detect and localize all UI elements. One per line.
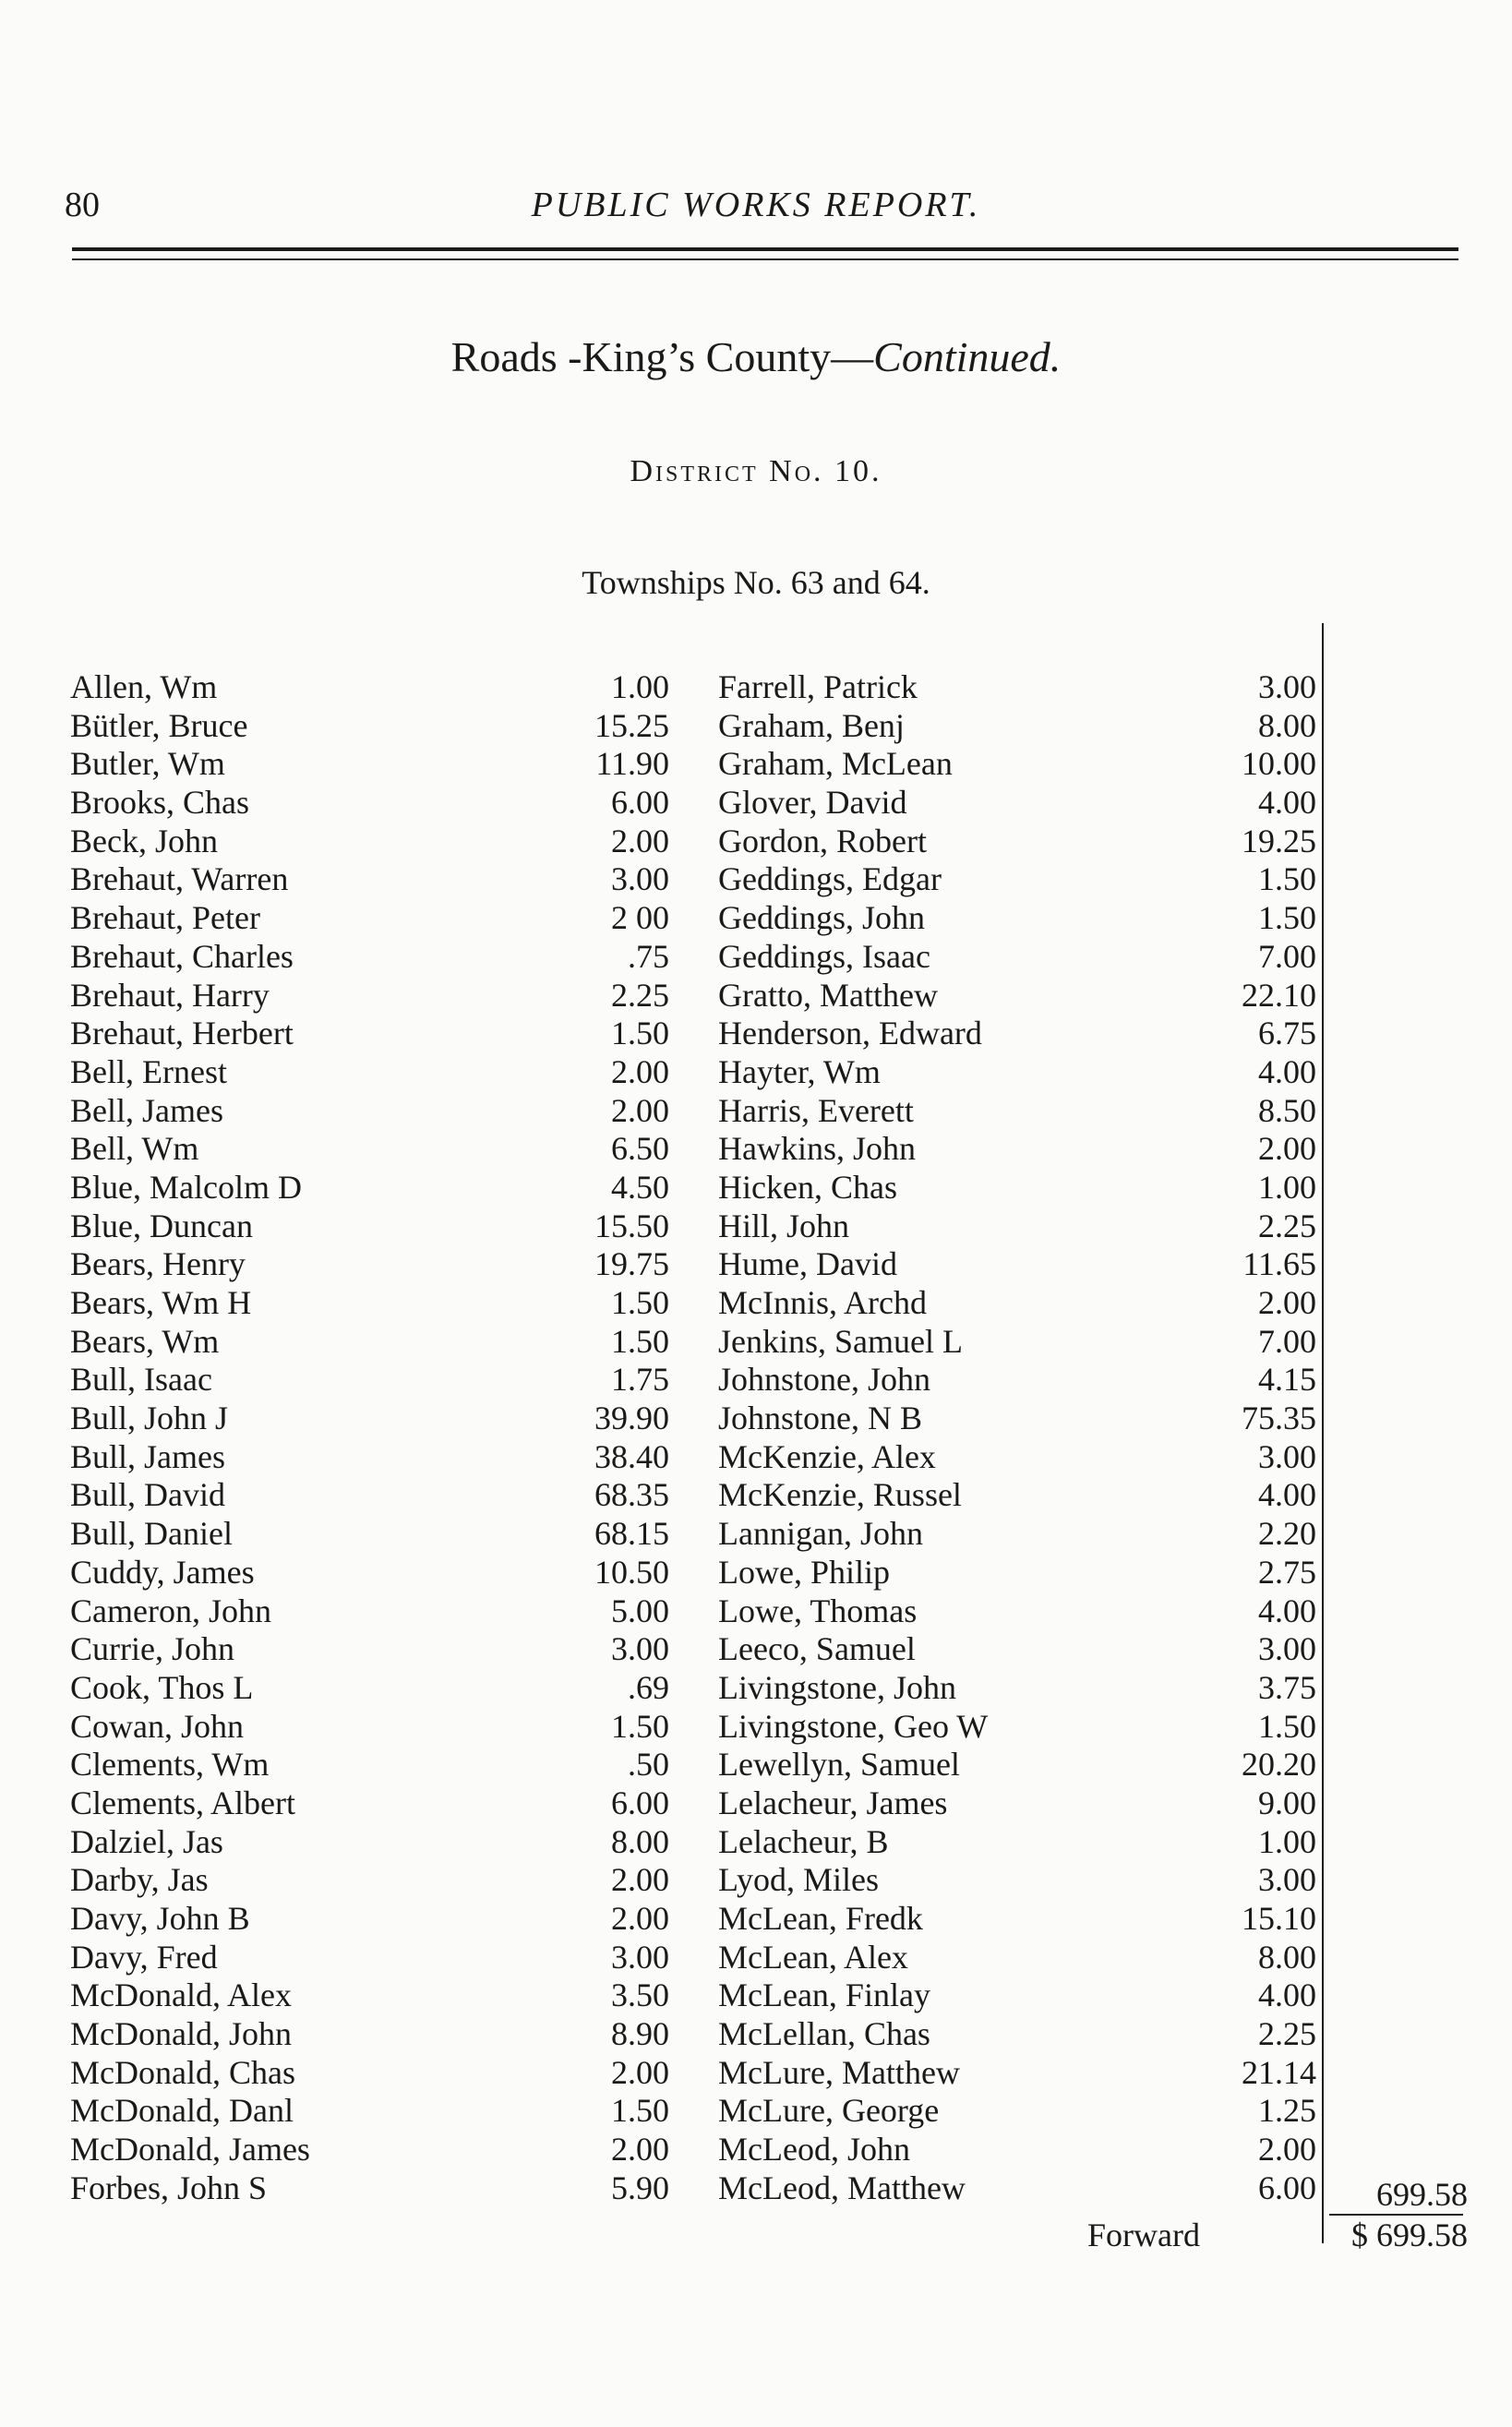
header-rule-thick <box>72 247 1458 251</box>
ledger-amount: 2.00 <box>1258 2131 1316 2169</box>
district-heading: District No. 10. <box>630 454 882 488</box>
ledger-amount: 3.00 <box>611 1938 669 1976</box>
ledger-amount: 7.00 <box>1258 937 1316 975</box>
forward-amount: $ 699.58 <box>1351 2217 1468 2253</box>
header-rule-thin <box>72 258 1458 260</box>
left-amounts-column <box>517 668 669 2208</box>
ledger-amount: 1.50 <box>1258 860 1316 898</box>
page-number: 80 <box>65 186 100 224</box>
ledger-amount: 68.15 <box>594 1515 669 1553</box>
ledger-name: McDonald, John <box>70 2015 292 2053</box>
ledger-name: Brooks, Chas <box>70 784 250 822</box>
ledger-name: Lyod, Miles <box>718 1861 880 1899</box>
ledger-amount: 11.90 <box>595 745 669 783</box>
ledger-name: Bell, Wm <box>70 1130 199 1168</box>
ledger-amount: 19.75 <box>594 1245 669 1283</box>
ledger-amount: 2.00 <box>611 1091 669 1129</box>
ledger-name: Geddings, Edgar <box>718 860 942 898</box>
ledger-amount: 1.00 <box>1258 1822 1316 1860</box>
ledger-name: Hicken, Chas <box>718 1168 897 1206</box>
ledger-amount: 11.65 <box>1242 1245 1316 1283</box>
ledger-name: Hayter, Wm <box>718 1052 881 1090</box>
section-title <box>0 332 1512 381</box>
ledger-name: McDonald, Chas <box>70 2053 295 2091</box>
ledger-amount: 8.50 <box>1258 1091 1316 1129</box>
ledger-name: Davy, Fred <box>70 1938 218 1976</box>
ledger-amount: 1.00 <box>1258 1168 1316 1206</box>
left-names-column <box>70 668 532 2208</box>
ledger-name: Henderson, Edward <box>718 1015 982 1052</box>
ledger-amount: .75 <box>628 937 669 975</box>
ledger-name: Cuddy, James <box>70 1553 255 1591</box>
ledger-amount: 38.40 <box>594 1437 669 1475</box>
ledger-name: Graham, Benj <box>718 706 905 744</box>
ledger-name: McLean, Alex <box>718 1938 908 1976</box>
ledger-name: Cowan, John <box>70 1707 244 1745</box>
ledger-amount: 3.75 <box>1258 1668 1316 1706</box>
ledger-name: Graham, McLean <box>718 745 953 783</box>
ledger-name: Bears, Henry <box>70 1245 246 1283</box>
ledger-name: Harris, Everett <box>718 1091 914 1129</box>
ledger-name: Jenkins, Samuel L <box>718 1322 963 1360</box>
ledger-name: Brehaut, Harry <box>70 976 270 1014</box>
ledger-amount: 1.25 <box>1258 2092 1316 2130</box>
ledger-name: Hill, John <box>718 1207 850 1244</box>
ledger-name: Farrell, Patrick <box>718 668 918 705</box>
ledger-name: Lelacheur, B <box>718 1822 889 1860</box>
ledger-amount: 2.00 <box>611 822 669 859</box>
ledger-amount: 39.90 <box>594 1400 669 1437</box>
section-title-continued: Continued. <box>873 333 1062 380</box>
ledger-name: Forbes, John S <box>70 2169 268 2206</box>
ledger-name: Allen, Wm <box>70 668 218 705</box>
ledger-amount: 3.00 <box>1258 1437 1316 1475</box>
ledger-name: Brehaut, Charles <box>70 937 294 975</box>
ledger-name: Bell, Ernest <box>70 1052 227 1090</box>
ledger-amount: 2.75 <box>1258 1553 1316 1591</box>
ledger-amount: 2.20 <box>1258 1515 1316 1553</box>
ledger-amount: 3.00 <box>1258 668 1316 705</box>
ledger-amount: 1.00 <box>611 668 669 705</box>
ledger-name: Bull, John J <box>70 1400 229 1437</box>
ledger-name: Bütler, Bruce <box>70 706 248 744</box>
ledger-amount: 2.00 <box>1258 1130 1316 1168</box>
ledger-amount: 4.15 <box>1258 1361 1316 1399</box>
ledger-amount: 1.50 <box>1258 1707 1316 1745</box>
ledger-amount: 22.10 <box>1242 976 1316 1014</box>
ledger-amount: 1.50 <box>1258 899 1316 937</box>
ledger-name: Bull, James <box>70 1437 225 1475</box>
ledger-name: McDonald, Danl <box>70 2092 294 2130</box>
ledger-amount: 8.00 <box>1258 1938 1316 1976</box>
ledger-name: Lelacheur, James <box>718 1784 948 1821</box>
ledger-amount: 15.50 <box>594 1207 669 1244</box>
ledger-name: Lowe, Thomas <box>718 1592 918 1629</box>
ledger-amount: 4.00 <box>1258 1976 1316 2014</box>
ledger-name: Geddings, Isaac <box>718 937 930 975</box>
ledger-name: Lowe, Philip <box>718 1553 890 1591</box>
ledger-amount: 3.00 <box>1258 1861 1316 1899</box>
ledger-amount: 4.00 <box>1258 1476 1316 1514</box>
ledger-amount: 4.50 <box>611 1168 669 1206</box>
ledger-name: Beck, John <box>70 822 218 859</box>
ledger-amount: 2.00 <box>611 2053 669 2091</box>
ledger-amount: 20.20 <box>1242 1746 1316 1784</box>
ledger-name: Brehaut, Herbert <box>70 1015 294 1052</box>
ledger-name: Bull, Daniel <box>70 1515 233 1553</box>
ledger-name: Darby, Jas <box>70 1861 209 1899</box>
ledger-amount: 2.25 <box>611 976 669 1014</box>
ledger-name: Gratto, Matthew <box>718 976 938 1014</box>
ledger-amount: 2.00 <box>1258 1284 1316 1321</box>
ledger-amount: 10.50 <box>594 1553 669 1591</box>
ledger-amount: 8.90 <box>611 2015 669 2053</box>
ledger-amount: 75.35 <box>1242 1400 1316 1437</box>
ledger-name: Clements, Wm <box>70 1746 270 1784</box>
ledger-name: Leeco, Samuel <box>718 1630 916 1668</box>
ledger-amount: 3.00 <box>1258 1630 1316 1668</box>
ledger-name: Lannigan, John <box>718 1515 923 1553</box>
ledger-amount: 3.50 <box>611 1976 669 2014</box>
ledger-name: McLean, Fredk <box>718 1900 923 1937</box>
right-amounts-column <box>1154 668 1316 2208</box>
ledger-amount: .69 <box>628 1668 669 1706</box>
ledger-name: Dalziel, Jas <box>70 1822 223 1860</box>
ledger-amount: 1.50 <box>611 2092 669 2130</box>
ledger-name: Brehaut, Warren <box>70 860 289 898</box>
ledger-amount: 68.35 <box>594 1476 669 1514</box>
ledger-name: Bears, Wm <box>70 1322 220 1360</box>
ledger-amount: 1.50 <box>611 1322 669 1360</box>
ledger-name: McDonald, Alex <box>70 1976 292 2014</box>
ledger-amount: .50 <box>628 1746 669 1784</box>
ledger-name: Hawkins, John <box>718 1130 916 1168</box>
ledger-name: Cook, Thos L <box>70 1668 254 1706</box>
ledger-name: McLeod, John <box>718 2131 910 2169</box>
ledger-amount: 10.00 <box>1242 745 1316 783</box>
ledger-name: Hume, David <box>718 1245 897 1283</box>
ledger-amount: 6.00 <box>611 1784 669 1821</box>
ledger-name: Geddings, John <box>718 899 925 937</box>
ledger-amount: 8.00 <box>611 1822 669 1860</box>
townships-heading: Townships No. 63 and 64. <box>582 564 930 601</box>
ledger-amount: 3.00 <box>611 1630 669 1668</box>
ledger-amount: 15.10 <box>1242 1900 1316 1937</box>
ledger-amount: 6.00 <box>611 784 669 822</box>
ledger-name: McLellan, Chas <box>718 2015 930 2053</box>
ledger-amount: 3.00 <box>611 860 669 898</box>
ledger-amount: 6.75 <box>1258 1015 1316 1052</box>
ledger-name: Gordon, Robert <box>718 822 927 859</box>
ledger-name: McInnis, Archd <box>718 1284 927 1321</box>
ledger-amount: 2.00 <box>611 2131 669 2169</box>
ledger-name: Clements, Albert <box>70 1784 295 1821</box>
ledger-amount: 8.00 <box>1258 706 1316 744</box>
total-column-rule <box>1322 623 1324 2243</box>
ledger-name: Glover, David <box>718 784 907 822</box>
ledger-amount: 2.00 <box>611 1052 669 1090</box>
ledger-amount: 9.00 <box>1258 1784 1316 1821</box>
ledger-name: Livingstone, John <box>718 1668 956 1706</box>
ledger-name: Currie, John <box>70 1630 234 1668</box>
ledger-name: Bears, Wm H <box>70 1284 252 1321</box>
ledger-amount: 2.00 <box>611 1900 669 1937</box>
ledger-amount: 4.00 <box>1258 1592 1316 1629</box>
ledger-amount: 2 00 <box>611 899 669 937</box>
ledger-amount: 7.00 <box>1258 1322 1316 1360</box>
ledger-name: McLure, George <box>718 2092 940 2130</box>
ledger-name: McLean, Finlay <box>718 1976 930 2014</box>
ledger-name: Davy, John B <box>70 1900 250 1937</box>
ledger-name: Johnstone, John <box>718 1361 931 1399</box>
ledger-amount: 4.00 <box>1258 1052 1316 1090</box>
ledger-amount: 5.90 <box>611 2169 669 2206</box>
ledger-amount: 21.14 <box>1242 2053 1316 2091</box>
ledger-name: Johnstone, N B <box>718 1400 923 1437</box>
ledger-name: McKenzie, Alex <box>718 1437 936 1475</box>
ledger-name: Butler, Wm <box>70 745 225 783</box>
ledger-name: Blue, Malcolm D <box>70 1168 302 1206</box>
ledger-amount: 6.50 <box>611 1130 669 1168</box>
section-title-main: Roads -King’s County— <box>450 333 874 380</box>
ledger-name: Brehaut, Peter <box>70 899 260 937</box>
running-head: PUBLIC WORKS REPORT. <box>531 186 981 224</box>
ledger-name: Bell, James <box>70 1091 223 1129</box>
ledger-amount: 6.00 <box>1258 2169 1316 2206</box>
ledger-amount: 2.00 <box>611 1861 669 1899</box>
ledger-amount: 2.25 <box>1258 2015 1316 2053</box>
page-total: 699.58 <box>1376 2176 1468 2213</box>
ledger-name: McDonald, James <box>70 2131 310 2169</box>
ledger-name: Bull, David <box>70 1476 225 1514</box>
ledger-amount: 1.50 <box>611 1284 669 1321</box>
ledger-amount: 5.00 <box>611 1592 669 1629</box>
ledger-name: McLure, Matthew <box>718 2053 960 2091</box>
ledger-amount: 4.00 <box>1258 784 1316 822</box>
ledger-amount: 19.25 <box>1242 822 1316 859</box>
ledger-amount: 1.50 <box>611 1015 669 1052</box>
ledger-name: McKenzie, Russel <box>718 1476 962 1514</box>
ledger-amount: 1.75 <box>611 1361 669 1399</box>
ledger-name: Cameron, John <box>70 1592 271 1629</box>
ledger-name: Bull, Isaac <box>70 1361 212 1399</box>
ledger-name: Blue, Duncan <box>70 1207 253 1244</box>
ledger-amount: 15.25 <box>594 706 669 744</box>
ledger-amount: 1.50 <box>611 1707 669 1745</box>
ledger-name: McLeod, Matthew <box>718 2169 966 2206</box>
right-names-column <box>718 668 1180 2208</box>
forward-label: Forward <box>1087 2217 1200 2253</box>
ledger-name: Livingstone, Geo W <box>718 1707 989 1745</box>
ledger-name: Lewellyn, Samuel <box>718 1746 960 1784</box>
ledger-amount: 2.25 <box>1258 1207 1316 1244</box>
